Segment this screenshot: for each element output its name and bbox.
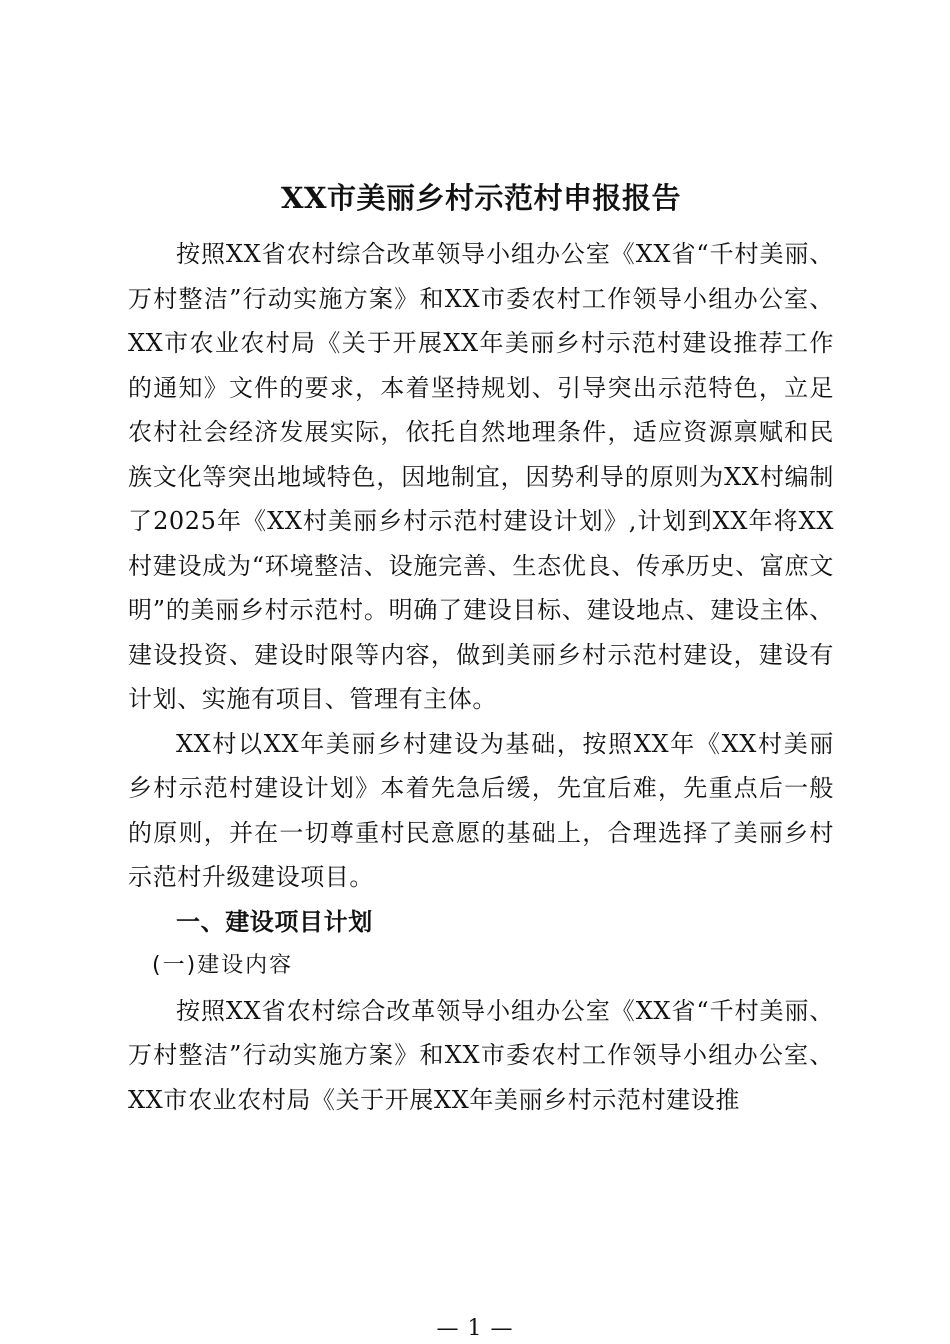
page-number: — 1 — [436, 1316, 514, 1341]
subsection-heading: (一)建设内容 [152, 953, 294, 978]
paragraph-basis: XX村以XX年美丽乡村建设为基础，按照XX年《XX村美丽乡村示范村建设计划》本着先急后缓，先宜后难，先重点后一般的原则，并在一切尊重村民意愿的基础上，合理选择了美丽乡村示范村升级建设项目。 [128, 729, 834, 891]
document-body [128, 178, 834, 1122]
paragraph-content: 按照XX省农村综合改革领导小组办公室《XX省“千村美丽、万村整洁”行动实施方案》和XX市委农村工作领导小组办公室、XX市农业农村局《关于开展XX年美丽乡村示范村建设推 [128, 996, 834, 1114]
section-heading: 一、建设项目计划 [176, 907, 373, 936]
paragraph-intro: 按照XX省农村综合改革领导小组办公室《XX省“千村美丽、万村整洁”行动实施方案》和XX市委农村工作领导小组办公室、XX市农业农村局《关于开展XX年美丽乡村示范村建设推荐工作的通知》文件的要求，本着坚持规划、引导突出示范特色，立足农村社会经济发展实际，依托自然地理条件，适应资源禀赋和民族文化等突出地域特色，因地制宜，因势利导的原则为XX村编制了2025年《XX村美丽乡村示范村建设计划》,计划到XX年将XX村建设成为“环境整洁、设施完善、生态优良、传承历史、富庶文明”的美丽乡村示范村。明确了建设目标、建设地点、建设主体、建设投资、建设时限等内容，做到美丽乡村示范村建设，建设有计划、实施有项目、管理有主体。 [128, 240, 834, 713]
document-title: XX市美丽乡村示范村申报报告 [280, 181, 681, 215]
